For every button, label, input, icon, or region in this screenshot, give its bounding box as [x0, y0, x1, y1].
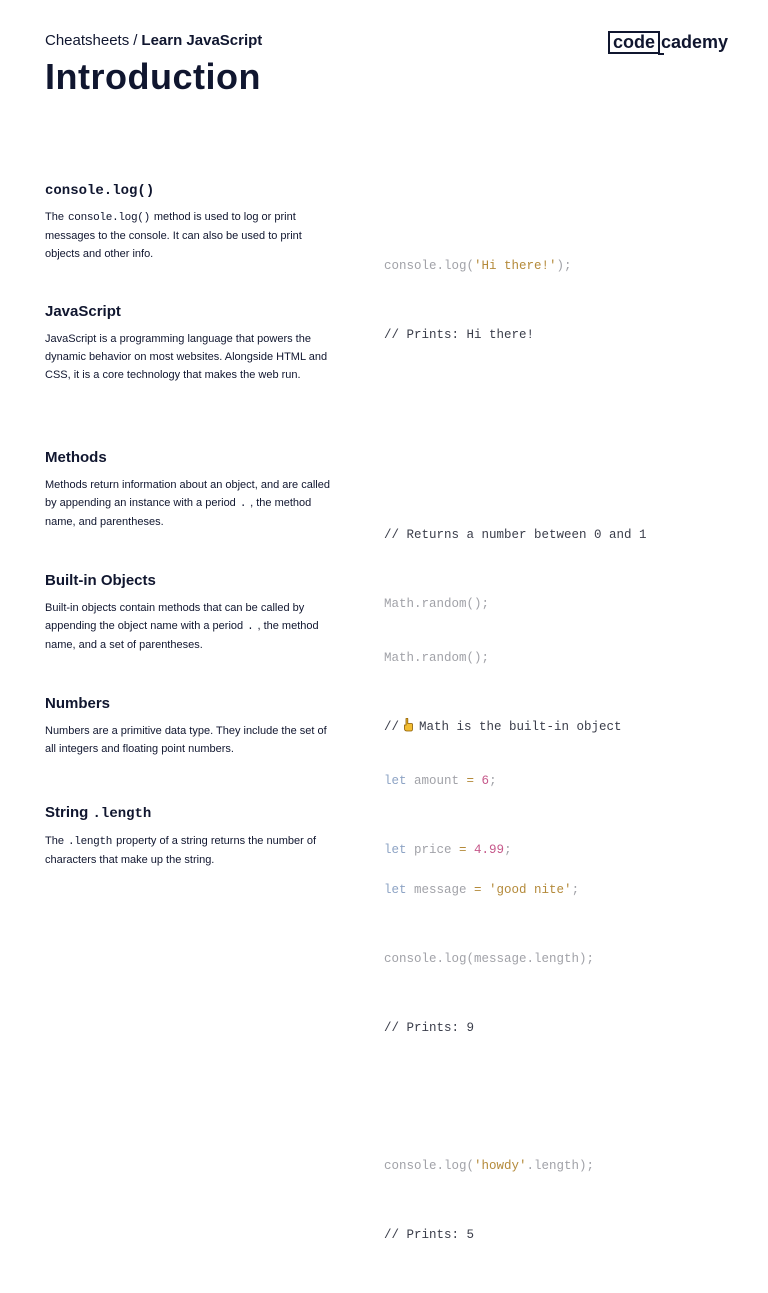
page-title: Introduction [45, 56, 261, 97]
section-title: Methods [45, 449, 107, 466]
codecademy-logo[interactable] [608, 31, 728, 54]
inline-code: console.log() [67, 212, 150, 224]
code-line: Math.random(); [384, 597, 490, 611]
code-example [384, 833, 594, 1293]
code-line: // Returns a number between 0 and 1 [384, 528, 647, 542]
inline-code: .length [67, 836, 113, 848]
section-title [45, 804, 151, 822]
breadcrumb-separator: / [133, 32, 138, 49]
code-line: // Prints: 9 [384, 1021, 475, 1035]
inline-code: . [239, 498, 247, 510]
section-description [45, 208, 335, 263]
section-title-code: console.log() [45, 183, 155, 199]
section-description: Numbers are a primitive data type. They include the set of all integers and floating point numbers. [45, 725, 327, 755]
code-example [384, 209, 572, 393]
section-title [45, 181, 154, 199]
code-line: console.log('Hi there!'); [384, 259, 572, 273]
code-line: // Prints: Hi there! [384, 328, 535, 342]
code-line: let amount = 6; [384, 774, 497, 788]
section-title-text: String [45, 804, 89, 821]
section-description: JavaScript is a programming language that powers the dynamic behavior on most websites. Alongside HTML and CSS, it is a core technology that makes the web run. [45, 333, 328, 381]
desc-text: , the method name, and a set of parentheses. [45, 620, 319, 651]
breadcrumb-root-link[interactable]: Cheatsheets [45, 32, 130, 49]
code-line: console.log('howdy'.length); [384, 1159, 595, 1173]
section-title-code: .length [92, 806, 152, 822]
code-line-blank [384, 1086, 594, 1109]
desc-text: , the method name, and parentheses. [45, 497, 312, 528]
breadcrumb-current[interactable]: Learn JavaScript [141, 32, 263, 49]
desc-text: The [45, 835, 64, 847]
section-title: JavaScript [45, 303, 121, 320]
code-line: Math.random(); [384, 651, 490, 665]
code-line: console.log(message.length); [384, 952, 595, 966]
logo-rest-text: cademy [661, 32, 729, 52]
section-title: Built-in Objects [45, 572, 156, 589]
desc-text: The [45, 211, 64, 223]
code-line: // Prints: 5 [384, 1228, 475, 1242]
code-line: // Math is the built-in object [384, 720, 622, 734]
section-description [45, 476, 335, 531]
code-line: let price = 4.99; [384, 843, 512, 857]
code-line: let message = 'good nite'; [384, 883, 580, 897]
logo-box-text: code [608, 31, 660, 54]
desc-text: Built-in objects contain methods that can be called by appending the object name with a period [45, 602, 305, 632]
desc-text: Methods return information about an object, and are called by appending an instance with a period [45, 479, 330, 509]
section-description [45, 599, 335, 654]
breadcrumb [45, 32, 262, 49]
inline-code: . [247, 621, 254, 633]
desc-text: property of a string returns the number of characters that make up the string. [45, 835, 317, 866]
desc-text: method is used to log or print messages to the console. It can also be used to print objects and other info. [45, 211, 302, 260]
section-title: Numbers [45, 695, 111, 712]
section-description [45, 832, 335, 869]
